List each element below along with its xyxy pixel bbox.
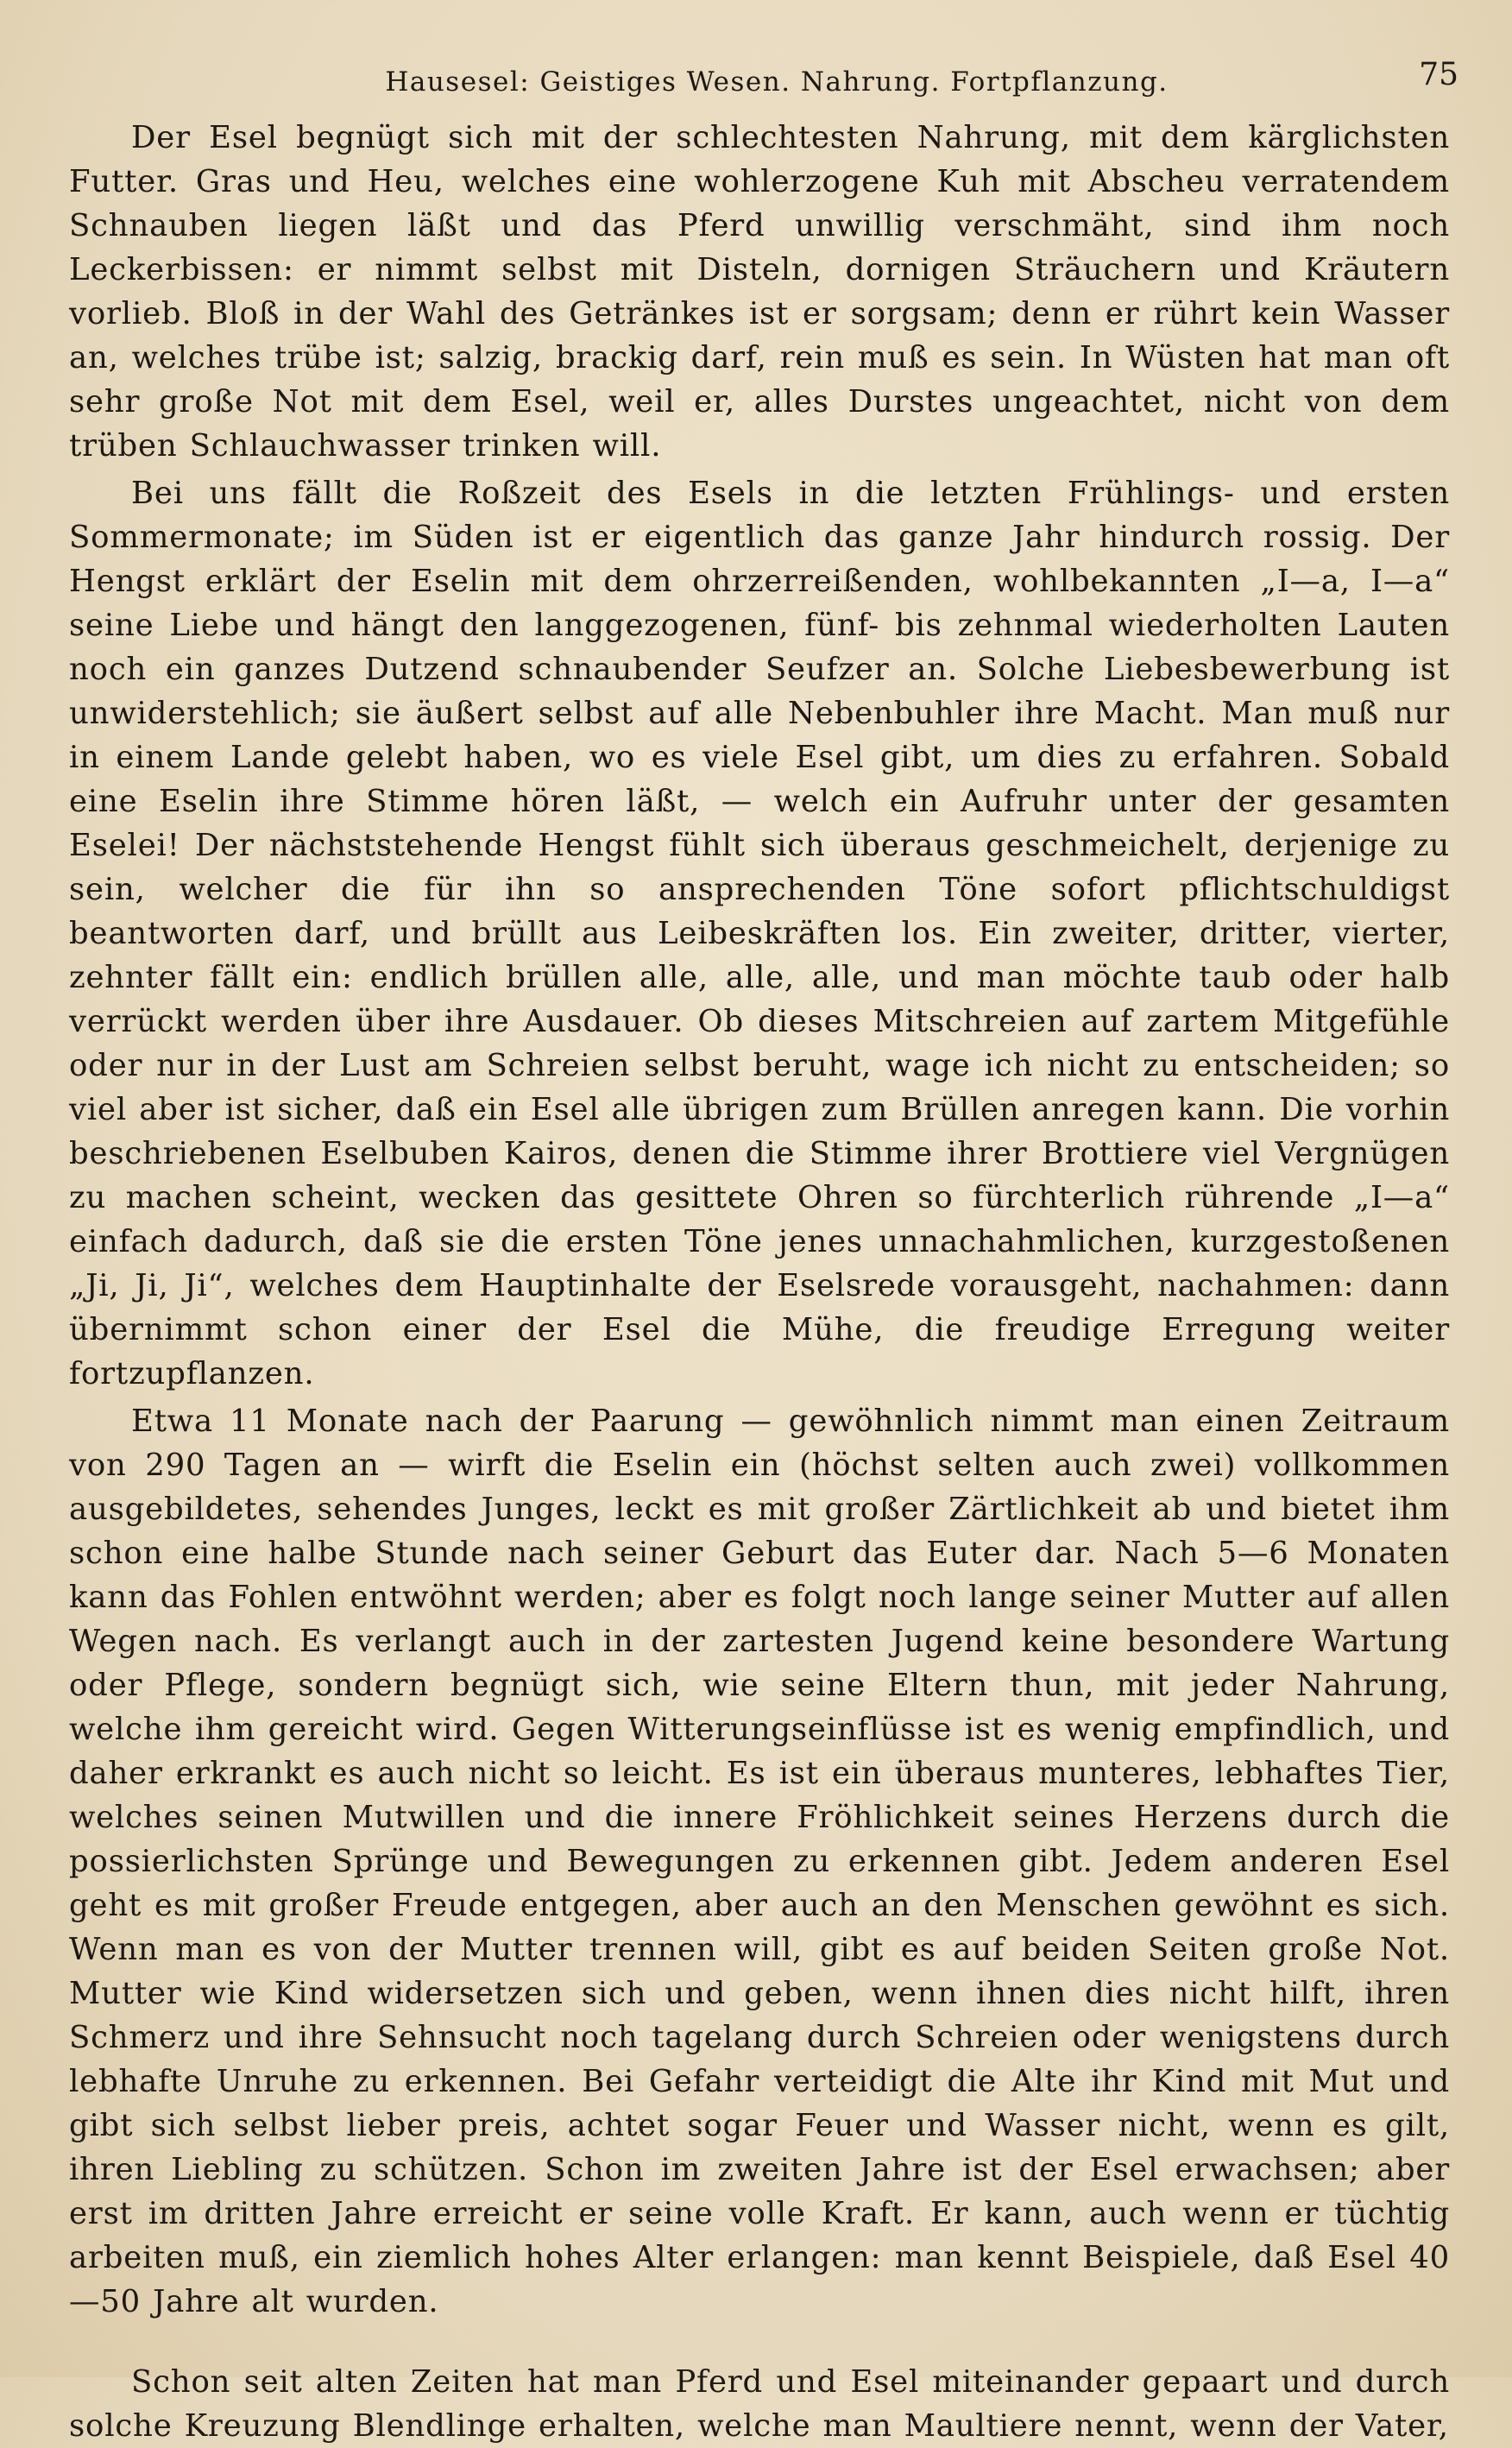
paragraph-mating-call: Bei uns fällt die Roßzeit des Esels in die letzten Frühlings- und ersten Sommermonate; im Süden ist er eigentlich das ganze Jahr hindurch rossig. Der Hengst erklärt der Eselin mit dem ohrzerreißenden, wohlbekannten „I—a, I—a“ seine Liebe und hängt den langgezogenen, fünf- bis zehnmal wiederholten Lauten noch ein ganzes Dutzend schnaubender Seufzer an. Solche Liebesbewerbung ist unwiderstehlich; sie äußert selbst auf alle Nebenbuhler ihre Macht. Man muß nur in einem Lande gelebt haben, wo es viele Esel gibt, um dies zu erfahren. Sobald eine Eselin ihre Stimme hören läßt, — welch ein Aufruhr unter der gesamten Eselei! Der nächststehende Hengst fühlt sich überaus geschmeichelt, derjenige zu sein, welcher die für ihn so ansprechenden Töne sofort pflichtschuldigst beantworten darf, und brüllt aus Leibeskräften los. Ein zweiter, dritter, vierter, zehnter fällt ein: endlich brüllen alle, alle, alle, und man möchte taub oder halb verrückt werden über ihre Ausdauer. Ob dieses Mitschreien auf zartem Mitgefühle oder nur in der Lust am Schreien selbst beruht, wage ich nicht zu entscheiden; so viel aber ist sicher, daß ein Esel alle übrigen zum Brüllen anregen kann. Die vorhin beschriebenen Eselbuben Kairos, denen die Stimme ihrer Brottiere viel Vergnügen zu machen scheint, wecken das gesittete Ohren so fürchterlich rührende „I—a“ einfach dadurch, daß sie die ersten Töne jenes unnachahmlichen, kurzgestoßenen „Ji, Ji, Ji“, welches dem Hauptinhalte der Eselsrede vorausgeht, nachahmen: dann übernimmt schon einer der Esel die Mühe, die freudige Erregung weiter fortzupflanzen. xyxy=(69,476,1450,1391)
paragraph-mules: Schon seit alten Zeiten hat man Pferd und Esel miteinander gepaart und durch solche Kreuzung Blendlinge erhalten, welche man Maultiere nennt, wenn der Vater, xyxy=(69,2364,1450,2444)
paragraph-food: Der Esel begnügt sich mit der schlechtesten Nahrung, mit dem kärglichsten Futter. Gras und Heu, welches eine wohlerzogene Kuh mit Abscheu verratendem Schnauben liegen läßt und das Pferd unwillig verschmäht, sind ihm noch Leckerbissen: er nimmt selbst mit Disteln, dornigen Sträuchern und Kräutern vorlieb. Bloß in der Wahl des Getränkes ist er sorgsam; denn er rührt kein Wasser an, welches trübe ist; salzig, brackig darf, rein muß es sein. In Wüsten hat man oft sehr große Not mit dem Esel, weil er, alles Durstes ungeachtet, nicht von dem trüben Schlauchwasser trinken will. xyxy=(69,120,1450,464)
book-page xyxy=(69,52,1458,2444)
page-header xyxy=(69,52,1458,112)
page-number: 75 xyxy=(1419,57,1458,92)
body-text xyxy=(69,116,1450,2448)
running-head: Hausesel: Geistiges Wesen. Nahrung. Fortpflanzung. xyxy=(385,66,1169,98)
paragraph-offspring: Etwa 11 Monate nach der Paarung — gewöhnlich nimmt man einen Zeitraum von 290 Tagen an — wirft die Eselin ein (höchst selten auch zwei) vollkommen ausgebildetes, sehendes Junges, leckt es mit großer Zärtlichkeit ab und bietet ihm schon eine halbe Stunde nach seiner Geburt das Euter dar. Nach 5—6 Monaten kann das Fohlen entwöhnt werden; aber es folgt noch lange seiner Mutter auf allen Wegen nach. Es verlangt auch in der zartesten Jugend keine besondere Wartung oder Pflege, sondern begnügt sich, wie seine Eltern thun, mit jeder Nahrung, welche ihm gereicht wird. Gegen Witterungseinflüsse ist es wenig empfindlich, und daher erkrankt es auch nicht so leicht. Es ist ein überaus munteres, lebhaftes Tier, welches seinen Mutwillen und die innere Fröhlichkeit seines Herzens durch die possierlichsten Sprünge und Bewegungen zu erkennen gibt. Jedem anderen Esel geht es mit großer Freude entgegen, aber auch an den Menschen gewöhnt es sich. Wenn man es von der Mutter trennen will, gibt es auf beiden Seiten große Not. Mutter wie Kind widersetzen sich und geben, wenn ihnen dies nicht hilft, ihren Schmerz und ihre Sehnsucht noch tagelang durch Schreien oder wenigstens durch lebhafte Unruhe zu erkennen. Bei Gefahr verteidigt die Alte ihr Kind mit Mut und gibt sich selbst lieber preis, achtet sogar Feuer und Wasser nicht, wenn es gilt, ihren Liebling zu schützen. Schon im zweiten Jahre ist der Esel erwachsen; aber erst im dritten Jahre erreicht er seine volle Kraft. Er kann, auch wenn er tüchtig arbeiten muß, ein ziemlich hohes Alter erlangen: man kennt Beispiele, daß Esel 40—50 Jahre alt wurden. xyxy=(69,1404,1450,2319)
